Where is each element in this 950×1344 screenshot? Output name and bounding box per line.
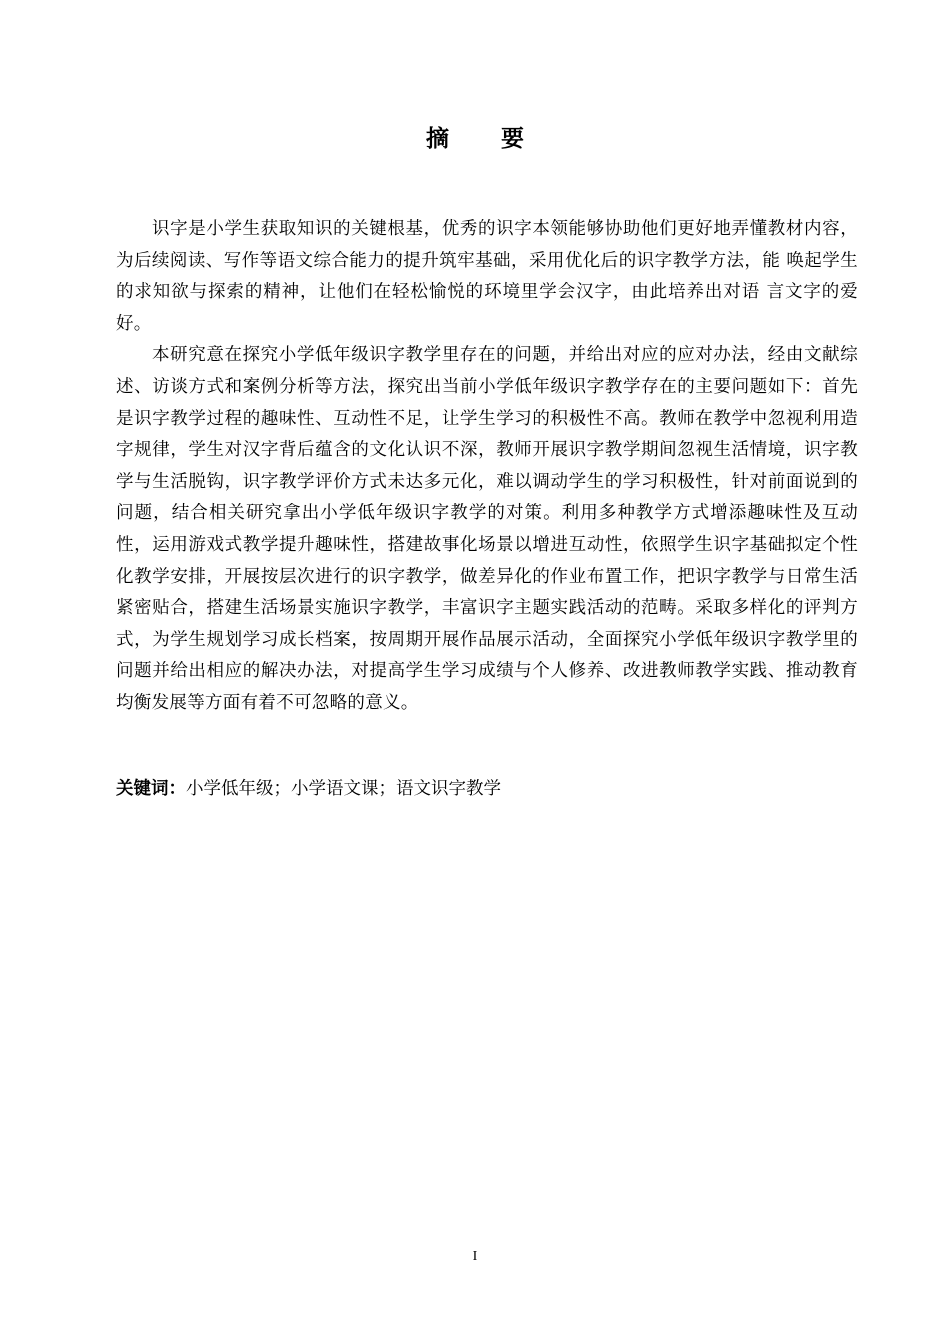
keywords-text: 小学低年级；小学语文课；语文识字教学 bbox=[186, 779, 501, 799]
abstract-body bbox=[116, 214, 858, 720]
abstract-paragraph-2: 本研究意在探究小学低年级识字教学里存在的问题，并给出对应的应对办法，经由文献综述、访谈方式和案例分析等方法，探究出当前小学低年级识字教学存在的主要问题如下：首先是识字教学过程的趣味性、互动性不足，让学生学习的积极性不高。教师在教学中忽视利用造字规律，学生对汉字背后蕴含的文化认识不深，教师开展识字教学期间忽视生活情境，识字教学与生活脱钩，识字教学评价方式未达多元化，难以调动学生的学习积极性，针对前面说到的问题，结合相关研究拿出小学低年级识字教学的对策。利用多种教学方式增添趣味性及互动性，运用游戏式教学提升趣味性，搭建故事化场景以增进互动性，依照学生识字基础拟定个性化教学安排，开展按层次进行的识字教学，做差异化的作业布置工作，把识字教学与日常生活紧密贴合，搭建生活场景实施识字教学，丰富识字主题实践活动的范畴。采取多样化的评判方式，为学生规划学习成长档案，按周期开展作品展示活动，全面探究小学低年级识字教学里的问题并给出相应的解决办法，对提高学生学习成绩与个人修养、改进教师教学实践、推动教育均衡发展等方面有着不可忽略的意义。 bbox=[116, 345, 858, 713]
page-number: I bbox=[472, 1249, 478, 1264]
keywords-label: 关键词： bbox=[116, 779, 186, 799]
keywords-line bbox=[116, 775, 858, 803]
abstract-paragraph-1: 识字是小学生获取知识的关键根基，优秀的识字本领能够协助他们更好地弄懂教材内容，为后续阅读、写作等语文综合能力的提升筑牢基础，采用优化后的识字教学方法，能 唤起学生的求知欲与探索的精神，让他们在轻松愉悦的环境里学会汉字，由此培养出对语 言文字的爱好。 bbox=[116, 219, 858, 334]
abstract-title: 摘 要 bbox=[425, 126, 546, 152]
